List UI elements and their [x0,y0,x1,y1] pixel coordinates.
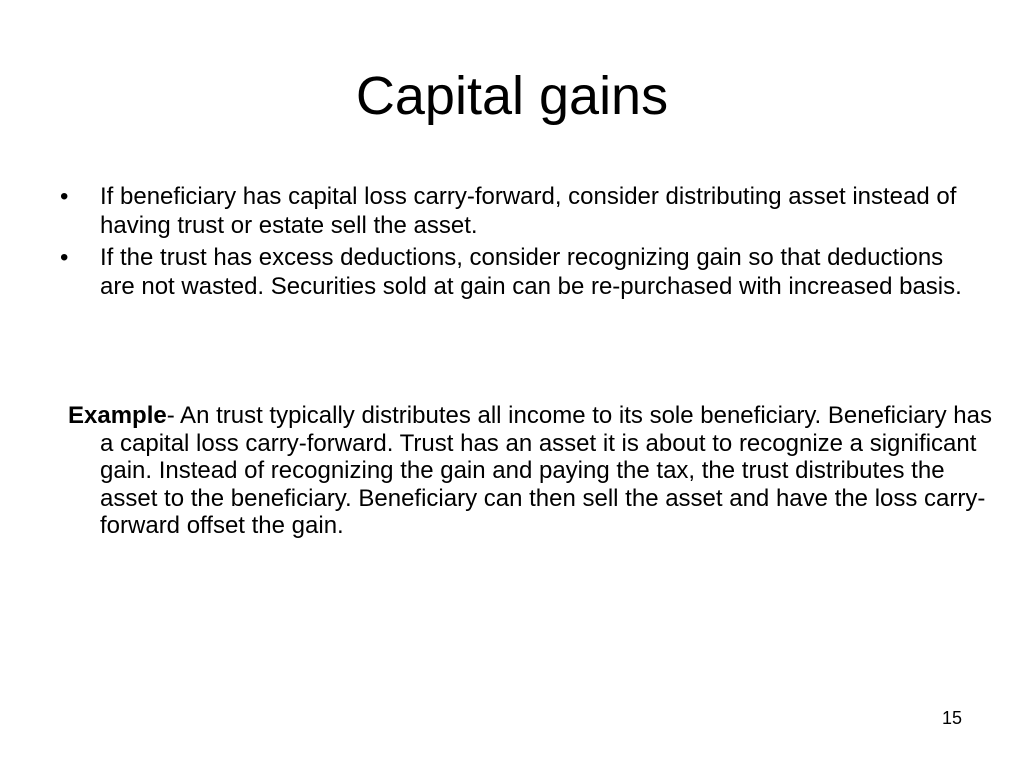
bullet-text: If beneficiary has capital loss carry-forward, consider distributing asset instead of having trust or estate sell the asset. [100,183,957,239]
example-label: Example [68,402,167,429]
example-paragraph [68,402,1000,540]
bullet-text: If the trust has excess deductions, consider recognizing gain so that deductions are not wasted. Securities sold at gain can be re-purchased with increased basis. [100,244,962,300]
example-text: - An trust typically distributes all income to its sole beneficiary. Beneficiary has a capital loss carry-forward. Trust has an asset it is about to recognize a significant gain. Instead of recognizing the gain and paying the tax, the trust distributes the asset to the beneficiary. Beneficiary can then sell the asset and have the loss carry-forward offset the gain. [100,402,992,539]
page-number: 15 [941,708,962,728]
bullet-list [60,182,980,304]
bullet-marker: • [60,183,69,210]
slide-title: Capital gains [355,66,669,126]
bullet-item-carry-forward [60,182,980,240]
bullet-item-excess-deductions [60,243,980,301]
bullet-marker: • [60,244,69,271]
